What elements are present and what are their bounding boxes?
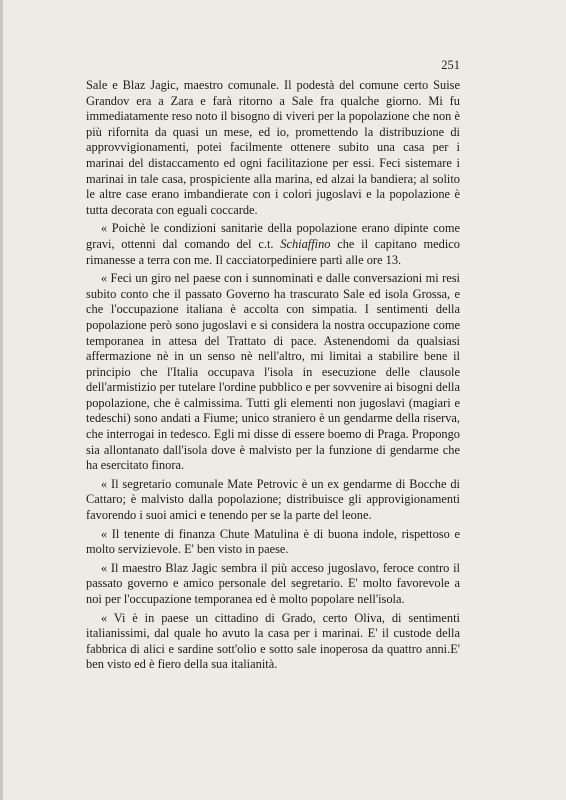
paragraph-6 bbox=[86, 561, 460, 608]
paragraph-text: che il capitano medico rimanesse a terra con me. Il cacciatorpediniere partì alle ore 13. bbox=[86, 236, 460, 267]
page-edge bbox=[0, 0, 3, 800]
paragraph-5 bbox=[86, 527, 460, 558]
paragraph-text: « Vi è in paese un cittadino di Grado, certo Oliva, di sentimenti italianissimi, dal quale ho avuto la casa per i marinai. E' il custode della fabbrica di alici e sardine sott'olio e sotto sale inoperosa da quattro anni.E' ben visto ed è fiero della sua italianità. bbox=[86, 610, 460, 672]
paragraph-1 bbox=[86, 78, 460, 218]
paragraph-4 bbox=[86, 477, 460, 524]
paragraph-text: « Feci un giro nel paese con i sunnominati e dalle conversazioni mi resi subito conto che il passato Governo ha trascurato Sale ed isola Grossa, e che l'occupazione italiana è accolta con simpatia. I sentimenti della popolazione però sono jugoslavi e si considera la nostra occupazione come temporanea in attesa del Trattato di pace. Astenendomi da qualsiasi affermazione nè in un senso nè nell'altro, mi limitai a stabilire bene il principio che l'Italia occupava l'isola in esecuzione delle clausole dell'armistizio per tutelare l'ordine pubblico e per sovvenire ai bisogni della popolazione, che è calmissima. Tutti gli elementi non jugoslavi (magiari e tedeschi) sono andati a Fiume; unico straniero è un gendarme della riserva, che interrogai in tedesco. Egli mi disse di essere boemo di Praga. Propongo sia allontanato dall'isola dove è malvisto per la funzione di gendarme che ha esercitato finora. bbox=[86, 271, 460, 473]
paragraph-text: « Il tenente di finanza Chute Matulina è di buona indole, rispettoso e molto servizievole. E' ben visto in paese. bbox=[86, 526, 460, 557]
ship-name: Schiaffino bbox=[280, 236, 331, 251]
page-number: 251 bbox=[441, 58, 460, 72]
paragraph-3 bbox=[86, 271, 460, 474]
paragraph-7 bbox=[86, 611, 460, 673]
paragraph-text: « Il segretario comunale Mate Petrovic è un ex gendarme di Bocche di Cattaro; è malvisto dalla popolazione; distribuisce gli approvigionamenti favorendo i suoi amici e tenendo per se la parte del leone. bbox=[86, 476, 460, 523]
paragraph-text: Sale e Blaz Jagic, maestro comunale. Il podestà del comune certo Suise Grandov era a Zara e farà ritorno a Sale fra qualche giorno. Mi fu immediatamente reso noto il bisogno di viveri per la popolazione che non è più rifornita da quasi un mese, ed io, promettendo la distribuzione di approvvigionamenti, potei facilmente ottenere subito una casa per i marinai del distaccamento ed ogni facilitazione per essi. Feci sistemare i marinai in tale casa, prospiciente alla marina, ed alzai la bandiera; al solito le altre case erano imbandierate con i colori jugoslavi e la popolazione è tutta decorata con eguali coccarde. bbox=[86, 78, 460, 217]
paragraph-text: « Poichè le condizioni sanitarie della popolazione erano dipinte come gravi, ottenni dal comando del c.t. bbox=[86, 221, 460, 251]
paragraph-text: « Il maestro Blaz Jagic sembra il più acceso jugoslavo, feroce contro il passato governo e amico personale del segretario. E' molto favorevole a noi per l'occupazione temporanea ed è molto popolare nell'isola. bbox=[86, 560, 460, 606]
paragraph-2 bbox=[86, 221, 460, 268]
body-text bbox=[86, 78, 460, 676]
